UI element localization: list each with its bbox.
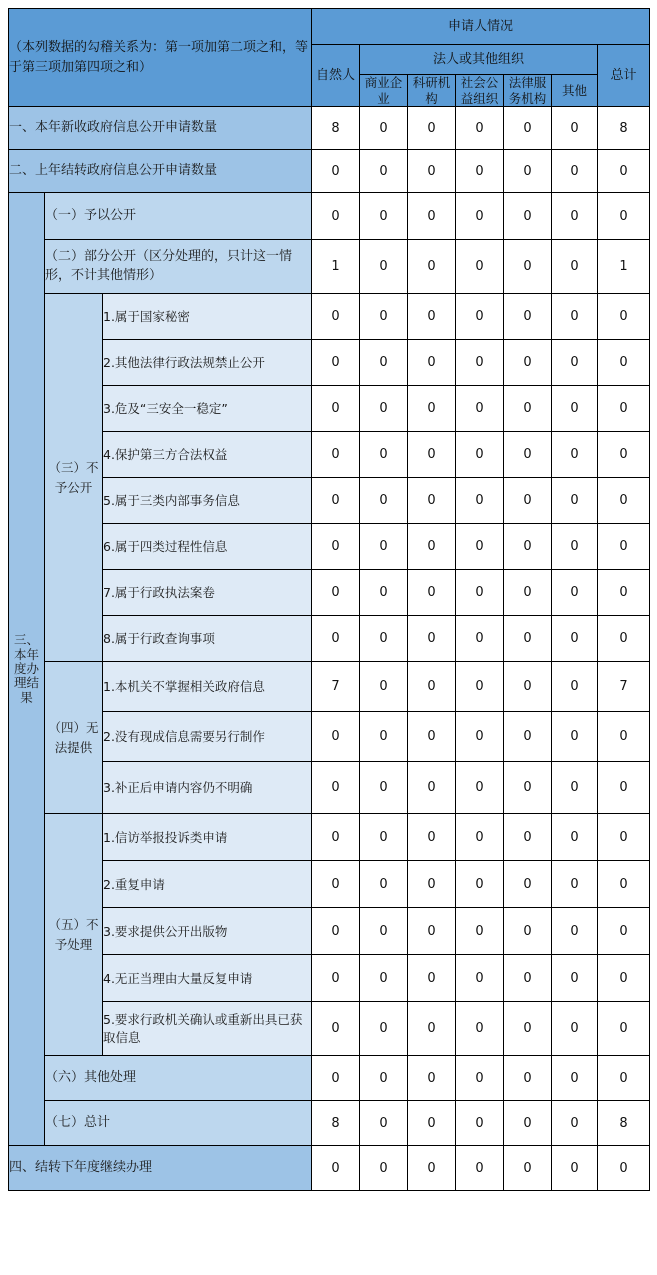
cell-value: 0	[360, 340, 408, 386]
cell-value: 0	[504, 524, 552, 570]
cell-value: 0	[456, 955, 504, 1002]
cell-value: 0	[552, 150, 598, 193]
cell-value: 0	[456, 478, 504, 524]
cell-value: 0	[456, 193, 504, 240]
cell-value: 0	[504, 712, 552, 762]
table-row	[9, 1101, 650, 1146]
cell-value: 0	[504, 762, 552, 814]
cell-value: 0	[360, 955, 408, 1002]
cell-value: 0	[360, 1002, 408, 1056]
cell-value: 8	[598, 107, 650, 150]
cell-value: 0	[598, 814, 650, 861]
cell-value: 0	[312, 762, 360, 814]
cell-value: 0	[598, 432, 650, 478]
cell-value: 0	[504, 432, 552, 478]
cell-value: 1	[312, 240, 360, 294]
cell-value: 0	[456, 386, 504, 432]
cell-value: 0	[552, 107, 598, 150]
table-row	[9, 240, 650, 294]
row-label-state-secret: 1.属于国家秘密	[103, 294, 312, 340]
table-row	[9, 955, 650, 1002]
table-row	[9, 1056, 650, 1101]
cell-value: 0	[408, 1101, 456, 1146]
cell-value: 0	[552, 524, 598, 570]
cell-value: 0	[312, 861, 360, 908]
row-label-petition-complaint: 1.信访举报投诉类申请	[103, 814, 312, 861]
row-label-other-processing: （六）其他处理	[45, 1056, 312, 1101]
cell-value: 0	[504, 1146, 552, 1191]
header-applicant-group: 申请人情况	[312, 9, 650, 45]
row-label-duplicate-request: 2.重复申请	[103, 861, 312, 908]
cell-value: 0	[552, 1056, 598, 1101]
cell-value: 0	[598, 294, 650, 340]
cell-value: 0	[360, 908, 408, 955]
cell-value: 0	[408, 107, 456, 150]
cell-value: 0	[552, 193, 598, 240]
cell-value: 0	[408, 386, 456, 432]
cell-value: 0	[408, 294, 456, 340]
cell-value: 0	[456, 712, 504, 762]
cell-value: 0	[598, 762, 650, 814]
row-label-disclose: （一）予以公开	[45, 193, 312, 240]
cell-value: 0	[360, 294, 408, 340]
cell-value: 0	[552, 478, 598, 524]
cell-value: 0	[360, 1101, 408, 1146]
cell-value: 0	[552, 570, 598, 616]
row-label-internal-affairs: 5.属于三类内部事务信息	[103, 478, 312, 524]
cell-value: 0	[456, 524, 504, 570]
cell-value: 0	[598, 616, 650, 662]
cell-value: 7	[312, 662, 360, 712]
cell-value: 0	[456, 616, 504, 662]
cell-value: 0	[456, 1002, 504, 1056]
cell-value: 0	[456, 1056, 504, 1101]
cell-value: 0	[312, 340, 360, 386]
cell-value: 8	[312, 107, 360, 150]
cell-value: 0	[408, 814, 456, 861]
row-label-subtotal: （七）总计	[45, 1101, 312, 1146]
cell-value: 0	[408, 478, 456, 524]
cell-value: 0	[552, 386, 598, 432]
cell-value: 0	[312, 478, 360, 524]
cell-value: 0	[312, 386, 360, 432]
cell-value: 0	[504, 1101, 552, 1146]
header-col-other: 其他	[552, 75, 598, 107]
cell-value: 0	[312, 1002, 360, 1056]
table-row	[9, 294, 650, 340]
cell-value: 0	[360, 193, 408, 240]
cell-value: 0	[408, 524, 456, 570]
row-label-carried-to-next-year: 四、结转下年度继续办理	[9, 1146, 312, 1191]
cell-value: 0	[456, 107, 504, 150]
cell-value: 0	[408, 955, 456, 1002]
header-row-1	[9, 9, 650, 45]
table-row	[9, 107, 650, 150]
cell-value: 0	[360, 662, 408, 712]
cell-value: 0	[598, 1146, 650, 1191]
cell-value: 0	[504, 340, 552, 386]
cell-value: 0	[552, 240, 598, 294]
cell-value: 0	[598, 955, 650, 1002]
cell-value: 0	[552, 861, 598, 908]
cell-value: 0	[456, 294, 504, 340]
cell-value: 0	[552, 432, 598, 478]
cell-value: 0	[408, 662, 456, 712]
cell-value: 0	[504, 1056, 552, 1101]
cell-value: 0	[552, 1101, 598, 1146]
cell-value: 0	[408, 762, 456, 814]
cell-value: 0	[504, 955, 552, 1002]
header-col-research: 科研机构	[408, 75, 456, 107]
cell-value: 0	[598, 1002, 650, 1056]
cell-value: 0	[456, 861, 504, 908]
row-label-endanger-security: 3.危及“三安全一稳定”	[103, 386, 312, 432]
cell-value: 0	[360, 524, 408, 570]
cell-value: 0	[360, 432, 408, 478]
row-label-partial-disclose: （二）部分公开（区分处理的，只计这一情形，不计其他情形）	[45, 240, 312, 294]
header-col-legal-service: 法律服务机构	[504, 75, 552, 107]
cell-value: 0	[598, 150, 650, 193]
row-label-process-information: 6.属于四类过程性信息	[103, 524, 312, 570]
cell-value: 8	[598, 1101, 650, 1146]
table-row	[9, 432, 650, 478]
cell-value: 0	[504, 814, 552, 861]
cell-value: 0	[504, 662, 552, 712]
cell-value: 0	[552, 294, 598, 340]
header-total: 总计	[598, 45, 650, 107]
row-label-published-material: 3.要求提供公开出版物	[103, 908, 312, 955]
table-row	[9, 662, 650, 712]
row-label-reconfirm-issued: 5.要求行政机关确认或重新出具已获取信息	[103, 1002, 312, 1056]
table-row	[9, 814, 650, 861]
row-label-not-held: 1.本机关不掌握相关政府信息	[103, 662, 312, 712]
header-note-cell: （本列数据的勾稽关系为：第一项加第二项之和，等于第三项加第四项之和）	[9, 9, 312, 107]
table-row	[9, 712, 650, 762]
table-row	[9, 193, 650, 240]
cell-value: 0	[456, 762, 504, 814]
cell-value: 0	[312, 712, 360, 762]
row-label-law-prohibited: 2.其他法律行政法规禁止公开	[103, 340, 312, 386]
cell-value: 0	[312, 1056, 360, 1101]
header-col-public-welfare: 社会公益组织	[456, 75, 504, 107]
row-label-third-party-rights: 4.保护第三方合法权益	[103, 432, 312, 478]
cell-value: 0	[456, 240, 504, 294]
cell-value: 0	[360, 386, 408, 432]
cell-value: 0	[456, 432, 504, 478]
cell-value: 0	[598, 712, 650, 762]
cell-value: 0	[456, 1101, 504, 1146]
cell-value: 0	[408, 712, 456, 762]
disclosure-statistics-table	[8, 8, 650, 1191]
table-row	[9, 1146, 650, 1191]
cell-value: 0	[456, 340, 504, 386]
table-row	[9, 340, 650, 386]
cell-value: 0	[504, 616, 552, 662]
cell-value: 0	[552, 340, 598, 386]
cell-value: 0	[598, 386, 650, 432]
row-label-still-unclear: 3.补正后申请内容仍不明确	[103, 762, 312, 814]
cell-value: 0	[360, 1056, 408, 1101]
cell-value: 0	[360, 478, 408, 524]
cell-value: 0	[312, 432, 360, 478]
cell-value: 0	[312, 294, 360, 340]
cell-value: 0	[504, 908, 552, 955]
cell-value: 0	[456, 150, 504, 193]
table-row	[9, 861, 650, 908]
cell-value: 0	[504, 570, 552, 616]
cell-value: 0	[598, 861, 650, 908]
cell-value: 0	[598, 1056, 650, 1101]
header-legal-entity-group: 法人或其他组织	[360, 45, 598, 75]
cell-value: 0	[312, 908, 360, 955]
cell-value: 0	[552, 616, 598, 662]
cell-value: 0	[360, 861, 408, 908]
cell-value: 0	[598, 570, 650, 616]
cell-value: 0	[360, 1146, 408, 1191]
cell-value: 0	[408, 1002, 456, 1056]
cell-value: 0	[598, 193, 650, 240]
cell-value: 0	[456, 570, 504, 616]
table-row	[9, 1002, 650, 1056]
cell-value: 0	[552, 1146, 598, 1191]
cell-value: 0	[504, 386, 552, 432]
header-natural-person: 自然人	[312, 45, 360, 107]
cell-value: 0	[408, 432, 456, 478]
cell-value: 0	[312, 1146, 360, 1191]
cell-value: 0	[408, 570, 456, 616]
cell-value: 0	[360, 616, 408, 662]
cell-value: 0	[408, 1056, 456, 1101]
row-label-carried-over-last-year: 二、上年结转政府信息公开申请数量	[9, 150, 312, 193]
cell-value: 0	[456, 1146, 504, 1191]
table-row	[9, 762, 650, 814]
cell-value: 0	[360, 150, 408, 193]
cell-value: 0	[552, 712, 598, 762]
cell-value: 0	[312, 524, 360, 570]
cell-value: 0	[408, 193, 456, 240]
cell-value: 0	[504, 1002, 552, 1056]
group-label-not-disclosed: （三）不予公开	[45, 294, 103, 662]
section-label-processing-results: 三、本年度办理结果	[9, 193, 45, 1146]
cell-value: 0	[456, 662, 504, 712]
cell-value: 0	[408, 908, 456, 955]
table-row	[9, 386, 650, 432]
row-label-repeated-unjustified: 4.无正当理由大量反复申请	[103, 955, 312, 1002]
cell-value: 8	[312, 1101, 360, 1146]
cell-value: 0	[360, 712, 408, 762]
table-row	[9, 908, 650, 955]
cell-value: 0	[360, 762, 408, 814]
cell-value: 0	[408, 340, 456, 386]
cell-value: 0	[456, 814, 504, 861]
cell-value: 0	[504, 294, 552, 340]
cell-value: 0	[312, 193, 360, 240]
group-label-not-processed: （五）不予处理	[45, 814, 103, 1056]
cell-value: 0	[312, 570, 360, 616]
table-row	[9, 478, 650, 524]
cell-value: 0	[552, 762, 598, 814]
table-row	[9, 150, 650, 193]
cell-value: 0	[312, 616, 360, 662]
cell-value: 0	[312, 150, 360, 193]
cell-value: 0	[456, 908, 504, 955]
row-label-enforcement-file: 7.属于行政执法案卷	[103, 570, 312, 616]
cell-value: 0	[360, 814, 408, 861]
cell-value: 0	[598, 524, 650, 570]
cell-value: 0	[504, 107, 552, 150]
cell-value: 0	[552, 1002, 598, 1056]
cell-value: 0	[408, 616, 456, 662]
row-label-admin-inquiry: 8.属于行政查询事项	[103, 616, 312, 662]
cell-value: 0	[598, 478, 650, 524]
cell-value: 0	[552, 908, 598, 955]
cell-value: 0	[312, 814, 360, 861]
cell-value: 0	[360, 107, 408, 150]
cell-value: 0	[504, 193, 552, 240]
cell-value: 0	[504, 478, 552, 524]
cell-value: 0	[598, 908, 650, 955]
table-row	[9, 570, 650, 616]
table-row	[9, 616, 650, 662]
cell-value: 0	[552, 662, 598, 712]
cell-value: 0	[408, 861, 456, 908]
cell-value: 0	[552, 955, 598, 1002]
header-col-commercial: 商业企业	[360, 75, 408, 107]
cell-value: 7	[598, 662, 650, 712]
cell-value: 0	[360, 240, 408, 294]
row-label-received-this-year: 一、本年新收政府信息公开申请数量	[9, 107, 312, 150]
cell-value: 0	[504, 150, 552, 193]
cell-value: 0	[504, 861, 552, 908]
cell-value: 0	[504, 240, 552, 294]
cell-value: 0	[360, 570, 408, 616]
cell-value: 0	[408, 1146, 456, 1191]
cell-value: 0	[552, 814, 598, 861]
cell-value: 1	[598, 240, 650, 294]
cell-value: 0	[312, 955, 360, 1002]
group-label-unable-to-provide: （四）无法提供	[45, 662, 103, 814]
cell-value: 0	[598, 340, 650, 386]
cell-value: 0	[408, 150, 456, 193]
table-row	[9, 524, 650, 570]
row-label-needs-creation: 2.没有现成信息需要另行制作	[103, 712, 312, 762]
cell-value: 0	[408, 240, 456, 294]
